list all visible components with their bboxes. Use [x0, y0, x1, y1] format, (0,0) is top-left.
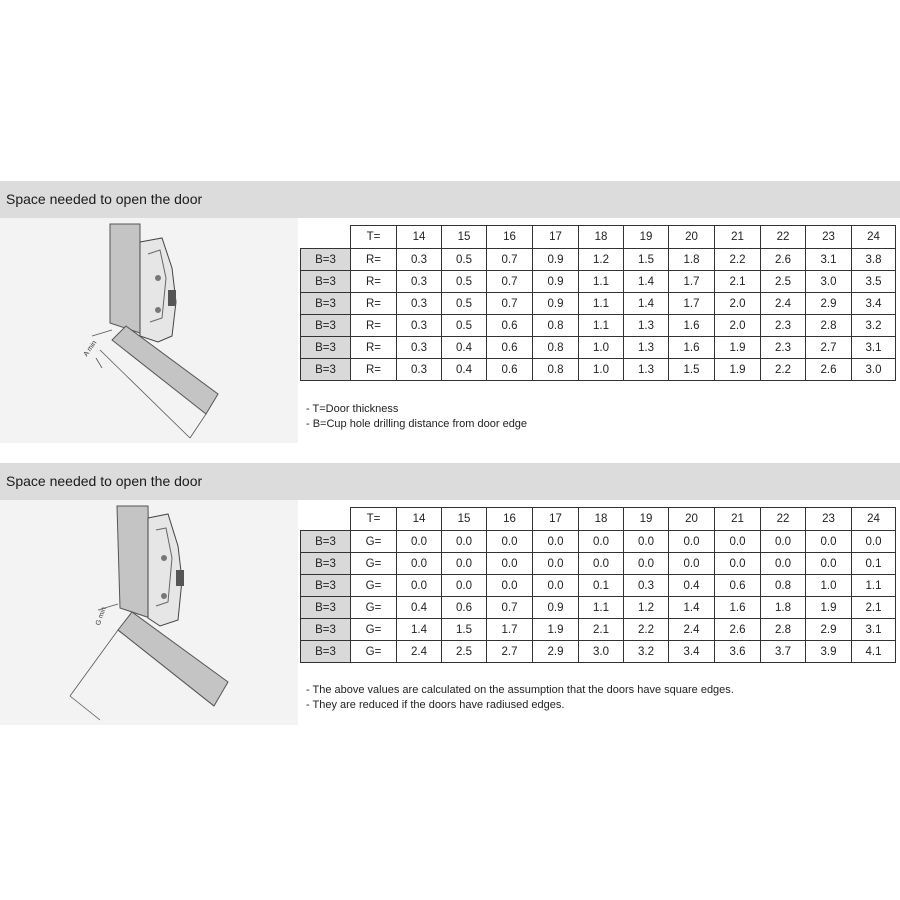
value-cell: 1.9	[715, 337, 761, 359]
value-cell: 1.9	[715, 359, 761, 381]
section-title: Space needed to open the door	[0, 181, 900, 218]
b-distance-cell: B=3	[301, 597, 351, 619]
variable-label-cell: G=	[351, 641, 397, 663]
value-cell: 0.4	[397, 597, 442, 619]
value-cell: 2.1	[852, 597, 896, 619]
value-cell: 0.0	[533, 575, 579, 597]
value-cell: 1.1	[852, 575, 896, 597]
value-cell: 1.0	[579, 337, 624, 359]
b-distance-cell: B=3	[301, 337, 351, 359]
value-cell: 0.8	[761, 575, 806, 597]
value-cell: 3.4	[669, 641, 715, 663]
value-cell: 0.1	[852, 553, 896, 575]
value-cell: 1.2	[624, 597, 669, 619]
value-cell: 0.0	[579, 553, 624, 575]
thickness-header-cell: 14	[397, 508, 442, 531]
value-cell: 0.9	[533, 271, 579, 293]
table-area	[298, 500, 900, 725]
value-cell: 1.2	[579, 249, 624, 271]
variable-label-cell: R=	[351, 293, 397, 315]
table-notes	[306, 402, 527, 432]
value-cell: 0.8	[533, 315, 579, 337]
value-cell: 0.0	[761, 531, 806, 553]
thickness-header-cell: 17	[533, 226, 579, 249]
cabinet-panel	[110, 224, 140, 333]
value-cell: 2.2	[624, 619, 669, 641]
value-cell: 0.0	[397, 553, 442, 575]
value-cell: 3.6	[715, 641, 761, 663]
value-cell: 2.9	[533, 641, 579, 663]
value-cell: 0.0	[579, 531, 624, 553]
value-cell: 0.0	[669, 553, 715, 575]
b-distance-cell: B=3	[301, 315, 351, 337]
value-cell: 0.8	[533, 337, 579, 359]
thickness-header-cell: 19	[624, 508, 669, 531]
value-cell: 2.7	[806, 337, 852, 359]
thickness-header-cell: 16	[487, 508, 533, 531]
value-cell: 1.3	[624, 315, 669, 337]
value-cell: 0.0	[715, 531, 761, 553]
value-cell: 0.0	[487, 553, 533, 575]
value-cell: 2.9	[806, 619, 852, 641]
value-cell: 1.1	[579, 293, 624, 315]
value-cell: 2.6	[761, 249, 806, 271]
value-cell: 1.5	[669, 359, 715, 381]
variable-label-cell: R=	[351, 271, 397, 293]
value-cell: 2.6	[806, 359, 852, 381]
value-cell: 0.1	[579, 575, 624, 597]
thickness-header-cell: 19	[624, 226, 669, 249]
value-cell: 0.4	[442, 337, 487, 359]
clearance-table	[300, 507, 896, 663]
note-line: - They are reduced if the doors have radiused edges.	[306, 699, 565, 711]
value-cell: 4.1	[852, 641, 896, 663]
table-row	[301, 641, 896, 663]
variable-label-cell: R=	[351, 249, 397, 271]
value-cell: 0.0	[806, 531, 852, 553]
b-distance-cell: B=3	[301, 575, 351, 597]
table-row	[301, 293, 896, 315]
value-cell: 3.2	[624, 641, 669, 663]
thickness-header-cell: 22	[761, 226, 806, 249]
value-cell: 0.9	[533, 249, 579, 271]
dimension-label: A min	[82, 339, 99, 358]
value-cell: 1.1	[579, 271, 624, 293]
dimension-label: G min	[94, 606, 108, 627]
value-cell: 2.0	[715, 293, 761, 315]
note-line: - The above values are calculated on the assumption that the doors have square edges.	[306, 684, 734, 696]
value-cell: 0.6	[442, 597, 487, 619]
value-cell: 3.5	[852, 271, 896, 293]
corner-cell	[301, 508, 351, 531]
value-cell: 2.5	[442, 641, 487, 663]
value-cell: 0.9	[533, 597, 579, 619]
note-line: - T=Door thickness	[306, 403, 399, 415]
value-cell: 0.3	[624, 575, 669, 597]
value-cell: 1.8	[669, 249, 715, 271]
value-cell: 0.0	[533, 531, 579, 553]
section-door-clearance-r	[0, 181, 900, 443]
value-cell: 3.0	[579, 641, 624, 663]
value-cell: 3.9	[806, 641, 852, 663]
value-cell: 0.6	[487, 337, 533, 359]
note-line: - B=Cup hole drilling distance from door edge	[306, 418, 528, 430]
value-cell: 0.0	[487, 575, 533, 597]
value-cell: 3.8	[852, 249, 896, 271]
value-cell: 1.6	[669, 315, 715, 337]
variable-label-cell: G=	[351, 597, 397, 619]
value-cell: 0.0	[624, 531, 669, 553]
value-cell: 0.9	[533, 293, 579, 315]
table-row	[301, 553, 896, 575]
value-cell: 1.6	[715, 597, 761, 619]
value-cell: 1.4	[624, 271, 669, 293]
value-cell: 1.0	[579, 359, 624, 381]
value-cell: 0.5	[442, 315, 487, 337]
thickness-header-cell: 15	[442, 508, 487, 531]
thickness-header-cell: 14	[397, 226, 442, 249]
thickness-header-cell: 24	[852, 508, 896, 531]
value-cell: 1.5	[624, 249, 669, 271]
value-cell: 0.0	[397, 575, 442, 597]
value-cell: 1.4	[624, 293, 669, 315]
value-cell: 0.6	[487, 315, 533, 337]
table-area	[298, 218, 900, 443]
table-row	[301, 315, 896, 337]
section-body	[0, 500, 900, 725]
table-row	[301, 619, 896, 641]
value-cell: 2.1	[579, 619, 624, 641]
value-cell: 3.0	[852, 359, 896, 381]
value-cell: 0.3	[397, 315, 442, 337]
b-distance-cell: B=3	[301, 271, 351, 293]
b-distance-cell: B=3	[301, 641, 351, 663]
value-cell: 3.1	[852, 619, 896, 641]
thickness-label: T=	[351, 226, 397, 249]
value-cell: 0.3	[397, 337, 442, 359]
b-distance-cell: B=3	[301, 249, 351, 271]
value-cell: 1.7	[669, 293, 715, 315]
value-cell: 0.3	[397, 293, 442, 315]
b-distance-cell: B=3	[301, 359, 351, 381]
thickness-header-cell: 23	[806, 508, 852, 531]
b-distance-cell: B=3	[301, 553, 351, 575]
table-row	[301, 249, 896, 271]
thickness-header-cell: 18	[579, 226, 624, 249]
value-cell: 0.4	[442, 359, 487, 381]
table-row	[301, 337, 896, 359]
value-cell: 0.0	[487, 531, 533, 553]
value-cell: 0.6	[715, 575, 761, 597]
value-cell: 0.7	[487, 271, 533, 293]
thickness-label: T=	[351, 508, 397, 531]
b-distance-cell: B=3	[301, 619, 351, 641]
cabinet-panel	[117, 506, 150, 618]
value-cell: 0.7	[487, 597, 533, 619]
value-cell: 0.7	[487, 249, 533, 271]
value-cell: 0.7	[487, 293, 533, 315]
variable-label-cell: R=	[351, 359, 397, 381]
section-door-clearance-g	[0, 463, 900, 725]
value-cell: 1.7	[487, 619, 533, 641]
value-cell: 0.0	[442, 553, 487, 575]
value-cell: 0.0	[806, 553, 852, 575]
door-panel	[118, 612, 228, 706]
value-cell: 3.7	[761, 641, 806, 663]
clearance-table	[300, 225, 896, 381]
variable-label-cell: R=	[351, 337, 397, 359]
variable-label-cell: G=	[351, 575, 397, 597]
value-cell: 0.0	[442, 531, 487, 553]
value-cell: 3.2	[852, 315, 896, 337]
variable-label-cell: G=	[351, 619, 397, 641]
section-title: Space needed to open the door	[0, 463, 900, 500]
thickness-header-cell: 17	[533, 508, 579, 531]
table-row	[301, 359, 896, 381]
value-cell: 2.0	[715, 315, 761, 337]
hinge-opening-diagram	[0, 218, 298, 443]
table-row	[301, 575, 896, 597]
value-cell: 0.3	[397, 271, 442, 293]
value-cell: 0.5	[442, 249, 487, 271]
value-cell: 2.4	[669, 619, 715, 641]
value-cell: 2.2	[715, 249, 761, 271]
thickness-header-cell: 21	[715, 508, 761, 531]
value-cell: 0.8	[533, 359, 579, 381]
value-cell: 0.0	[761, 553, 806, 575]
value-cell: 2.3	[761, 315, 806, 337]
b-distance-cell: B=3	[301, 531, 351, 553]
thickness-header-cell: 20	[669, 226, 715, 249]
value-cell: 0.0	[442, 575, 487, 597]
thickness-header-cell: 18	[579, 508, 624, 531]
value-cell: 3.4	[852, 293, 896, 315]
value-cell: 1.4	[669, 597, 715, 619]
value-cell: 3.1	[852, 337, 896, 359]
value-cell: 0.0	[715, 553, 761, 575]
value-cell: 0.3	[397, 359, 442, 381]
value-cell: 0.3	[397, 249, 442, 271]
value-cell: 0.0	[533, 553, 579, 575]
value-cell: 1.0	[806, 575, 852, 597]
variable-label-cell: R=	[351, 315, 397, 337]
value-cell: 1.6	[669, 337, 715, 359]
value-cell: 1.9	[806, 597, 852, 619]
value-cell: 2.8	[761, 619, 806, 641]
value-cell: 0.0	[397, 531, 442, 553]
value-cell: 0.0	[669, 531, 715, 553]
thickness-header-cell: 21	[715, 226, 761, 249]
value-cell: 1.1	[579, 597, 624, 619]
hinge-screw	[168, 290, 176, 306]
value-cell: 0.0	[852, 531, 896, 553]
value-cell: 1.9	[533, 619, 579, 641]
value-cell: 0.0	[624, 553, 669, 575]
b-distance-cell: B=3	[301, 293, 351, 315]
table-row	[301, 597, 896, 619]
value-cell: 3.0	[806, 271, 852, 293]
value-cell: 3.1	[806, 249, 852, 271]
value-cell: 0.4	[669, 575, 715, 597]
value-cell: 2.5	[761, 271, 806, 293]
value-cell: 2.8	[806, 315, 852, 337]
value-cell: 1.8	[761, 597, 806, 619]
table-header-row	[301, 226, 896, 249]
value-cell: 2.6	[715, 619, 761, 641]
hinge-diagram	[0, 500, 298, 725]
value-cell: 2.3	[761, 337, 806, 359]
value-cell: 0.6	[487, 359, 533, 381]
hinge-screw	[176, 570, 184, 586]
corner-cell	[301, 226, 351, 249]
value-cell: 1.3	[624, 337, 669, 359]
value-cell: 1.7	[669, 271, 715, 293]
thickness-header-cell: 16	[487, 226, 533, 249]
value-cell: 1.5	[442, 619, 487, 641]
table-header-row	[301, 508, 896, 531]
thickness-header-cell: 15	[442, 226, 487, 249]
thickness-header-cell: 20	[669, 508, 715, 531]
value-cell: 2.7	[487, 641, 533, 663]
thickness-header-cell: 22	[761, 508, 806, 531]
table-row	[301, 531, 896, 553]
value-cell: 2.1	[715, 271, 761, 293]
value-cell: 0.5	[442, 293, 487, 315]
hinge-diagram	[0, 218, 298, 443]
table-row	[301, 271, 896, 293]
value-cell: 2.9	[806, 293, 852, 315]
value-cell: 1.1	[579, 315, 624, 337]
section-body	[0, 218, 900, 443]
value-cell: 2.2	[761, 359, 806, 381]
value-cell: 1.3	[624, 359, 669, 381]
thickness-header-cell: 23	[806, 226, 852, 249]
value-cell: 2.4	[761, 293, 806, 315]
value-cell: 1.4	[397, 619, 442, 641]
table-notes	[306, 683, 734, 713]
value-cell: 0.5	[442, 271, 487, 293]
variable-label-cell: G=	[351, 553, 397, 575]
thickness-header-cell: 24	[852, 226, 896, 249]
value-cell: 2.4	[397, 641, 442, 663]
variable-label-cell: G=	[351, 531, 397, 553]
hinge-opening-diagram	[0, 500, 298, 725]
